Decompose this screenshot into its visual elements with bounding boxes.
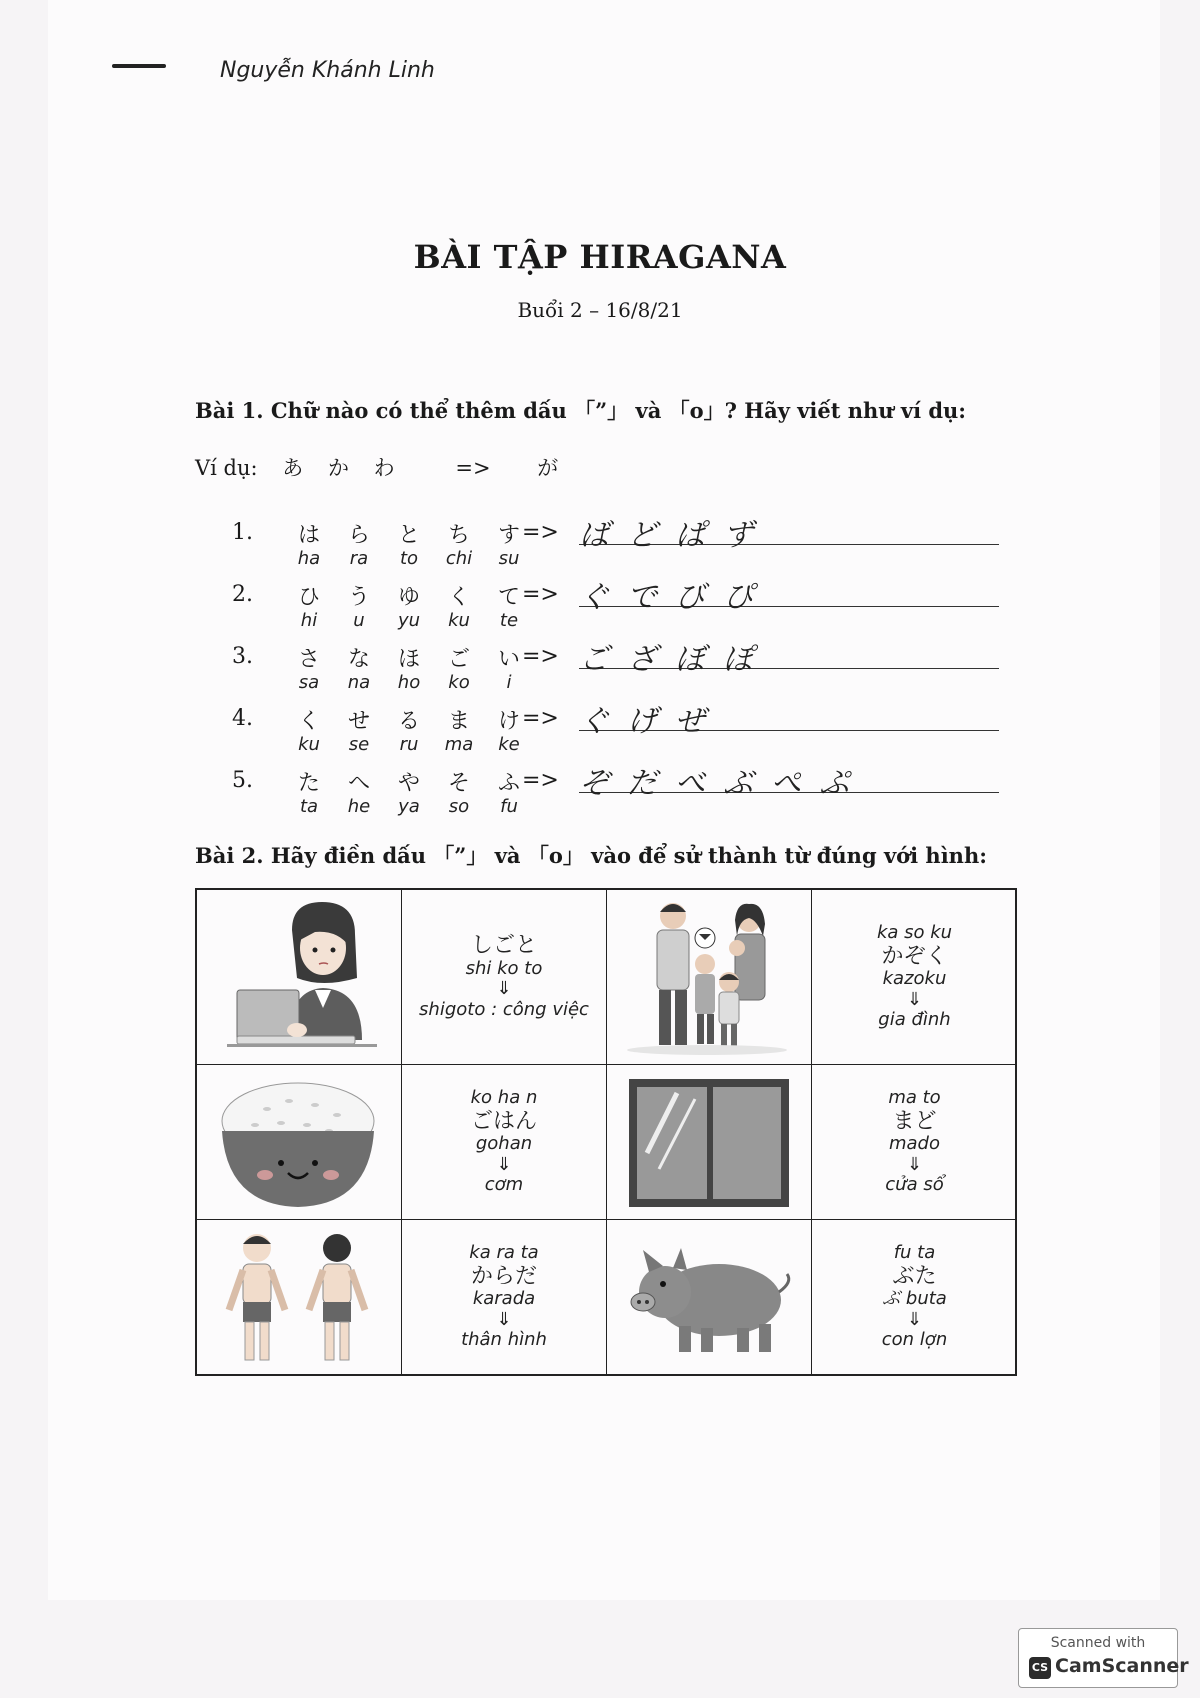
kana: せ [347,709,370,734]
picture-word-grid [195,888,1017,1376]
answer-line: ぐでびぴ [579,572,999,607]
romaji: ra [349,548,369,569]
exercise-row-4 [232,704,1012,764]
kana: ふ [497,771,520,796]
camscanner-logo-icon: CS [1029,1657,1051,1679]
row-number: 4. [232,706,253,731]
worksheet-subtitle: Buổi 2 – 16/8/21 [517,298,683,322]
example-arrow: => [455,456,491,480]
cell-answer: shigoto : công việc [419,998,589,1020]
kana: た [297,771,320,796]
example-kana: か [327,456,349,480]
kana: て [497,585,520,610]
picture-woman-at-laptop [197,890,402,1065]
row-arrow: => [522,520,559,545]
exercise1-example [195,452,576,482]
margin-dash [112,64,166,68]
romaji: te [499,610,519,631]
kana: る [397,709,420,734]
row-number: 1. [232,520,253,545]
cell-kana: ぶた [892,1263,937,1289]
cell-romaji-top: ka ra ta [469,1241,539,1263]
kana: ゆ [397,585,420,610]
cell-romaji-bottom: gohan [475,1132,533,1154]
romaji: ma [444,734,474,755]
row-arrow: => [522,768,559,793]
cell-romaji-top: shi ko to [465,957,543,979]
cell-romaji-bottom: karada [472,1287,536,1309]
exercise2-heading: Bài 2. Hãy điền dấu 「”」 và 「o」 vào để sử thành từ đúng với hình: [195,843,987,868]
pig-illustration [607,1220,810,1372]
example-kana: わ [373,456,395,480]
answer-cell-shigoto [402,890,607,1065]
romaji: ko [448,672,470,693]
romaji: to [399,548,419,569]
cell-kana: かぞく [881,943,948,969]
romaji: su [498,548,520,569]
cell-arrow: ⇓ [906,1153,923,1175]
cell-arrow: ⇓ [496,978,512,1000]
kana: け [497,709,520,734]
romaji: ku [448,610,470,631]
romaji: ha [297,548,321,569]
cell-kana: まど [892,1108,937,1134]
kana: や [397,771,420,796]
cell-arrow: ⇓ [906,988,923,1010]
window-illustration [607,1065,810,1218]
example-kana: あ [282,456,304,480]
kana: ち [447,523,470,548]
romaji: ru [399,734,419,755]
answer-cell-karada [402,1220,607,1374]
cell-kana: しごと [470,933,537,959]
cell-arrow: ⇓ [496,1308,512,1330]
watermark-caption: Scanned with [1050,1635,1146,1651]
watermark-brand: CamScanner [1055,1655,1189,1677]
example-answer: が [537,456,559,480]
kana: く [297,709,320,734]
answer-cell-gohan [402,1065,607,1220]
kana: そ [447,771,470,796]
romaji: he [347,796,371,817]
cell-kana: ごはん [470,1108,537,1134]
cell-answer: cửa sổ [885,1174,944,1196]
cell-romaji-bottom: kazoku [882,967,947,989]
exercise1-heading: Bài 1. Chữ nào có thể thêm dấu 「”」 và 「o」? Hãy viết như ví dụ: [195,398,967,423]
exercise-row-3 [232,642,1012,702]
cell-romaji-top: ka so ku [876,921,953,943]
romaji: ta [299,796,319,817]
kana: ま [447,709,470,734]
row-arrow: => [522,644,559,669]
romaji: hi [300,610,318,631]
romaji: ya [398,796,420,817]
picture-family [607,890,812,1065]
example-label: Ví dụ: [195,456,258,480]
picture-rice-bowl [197,1065,402,1220]
row-arrow: => [522,582,559,607]
picture-window [607,1065,812,1220]
exercise-row-1 [232,518,1012,578]
cell-arrow: ⇓ [496,1153,512,1175]
family-illustration [607,890,810,1063]
romaji: i [506,672,512,693]
exercise-row-5 [232,766,1012,826]
cell-arrow: ⇓ [906,1308,923,1330]
cell-answer: thân hình [461,1329,547,1351]
camscanner-watermark [1018,1628,1189,1688]
kana: す [497,523,520,548]
answer-line: ぞだべぶぺぷ [579,758,999,793]
cell-kana: からだ [470,1263,537,1289]
row-arrow: => [522,706,559,731]
kana: は [297,523,320,548]
kana: い [497,647,520,672]
romaji: ho [397,672,421,693]
romaji: ku [298,734,320,755]
cell-romaji-top: ma to [888,1086,941,1108]
worksheet-title: BÀI TẬP HIRAGANA [413,238,787,276]
cell-romaji-top: ko ha n [470,1086,538,1108]
kana: へ [347,771,370,796]
kana: さ [297,647,320,672]
cell-answer: cơm [484,1174,524,1196]
answer-line: ばどぱず [579,510,999,545]
romaji: na [347,672,371,693]
kana: ご [447,647,470,672]
rice-bowl-illustration [197,1065,400,1218]
cell-answer: gia đình [878,1009,951,1031]
romaji: chi [445,548,473,569]
kana: く [447,585,470,610]
cell-answer: con lợn [881,1329,948,1351]
romaji: u [353,610,365,631]
answer-line: ぐげぜ [579,696,999,731]
cell-romaji-bottom: mado [888,1132,940,1154]
exercise-row-2 [232,580,1012,640]
romaji: yu [397,610,421,631]
romaji: so [448,796,470,817]
kana: と [397,523,420,548]
body-illustration [197,1220,400,1372]
cell-romaji-top: fu ta [893,1241,936,1263]
kana: ほ [397,647,420,672]
row-number: 2. [232,582,253,607]
kana: ら [347,523,370,548]
cell-romaji-bottom: ぶ buta [882,1287,947,1309]
answer-cell-buta [812,1220,1017,1374]
romaji: fu [500,796,518,817]
romaji: se [348,734,370,755]
student-name: Nguyễn Khánh Linh [220,58,435,83]
romaji: sa [298,672,320,693]
kana: な [347,647,370,672]
answer-cell-mado [812,1065,1017,1220]
kana: う [347,585,370,610]
kana: ひ [297,585,320,610]
answer-cell-kazoku [812,890,1017,1065]
answer-line: ござぼぽ [579,634,999,669]
woman-laptop-illustration [197,890,400,1063]
row-number: 5. [232,768,253,793]
picture-body [197,1220,402,1374]
romaji: ke [498,734,520,755]
picture-pig [607,1220,812,1374]
row-number: 3. [232,644,253,669]
